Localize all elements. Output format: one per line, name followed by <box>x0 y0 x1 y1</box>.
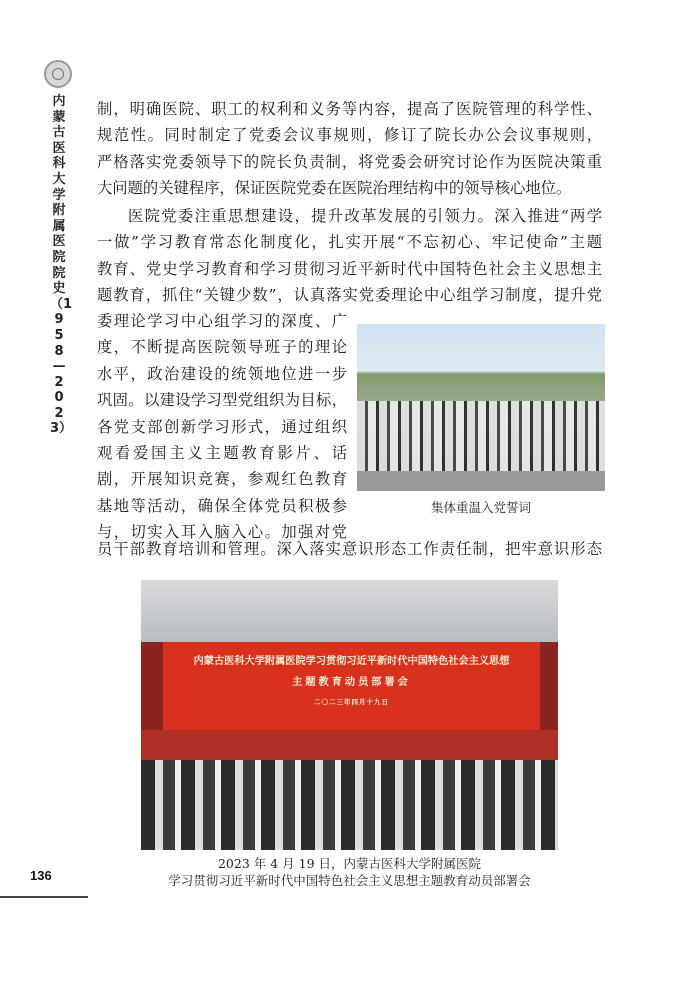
oath-photo-caption: 集体重温入党誓词 <box>430 500 531 515</box>
text-line: 一做”学习教育常态化制度化，扎实开展“不忘初心、牢记使命”主题 <box>97 233 602 252</box>
paragraph-ideology-tail <box>97 536 602 562</box>
text-line: 教育、党史学习教育和学习贯彻习近平新时代中国特色社会主义思想主 <box>97 259 602 278</box>
text-line: 与，切实入耳入脑入心。加强对党 <box>97 523 347 542</box>
text-line: 水平，政治建设的统领地位进一步 <box>97 364 347 383</box>
text-line: 观看爱国主义主题教育影片、话 <box>97 444 347 463</box>
banner-date: 二〇二三年四月十九日 <box>314 698 389 706</box>
text-line: 制，明确医院、职工的权利和义务等内容，提高了医院管理的科学性、 <box>97 100 602 118</box>
running-head-book-title: 内蒙古医科大学附属医院院史（1958—2023） <box>50 94 73 437</box>
paragraph-ideology <box>97 203 602 308</box>
photo-stage <box>141 730 558 760</box>
text-line: 规范性。同时制定了党委会议事规则，修订了院长办公会议事规则， <box>97 126 602 145</box>
text-line: 度，不断提高医院领导班子的理论 <box>97 338 347 357</box>
text-line: 题教育，抓住“关键少数”，认真落实党委理论中心组学习制度，提升党 <box>97 285 602 304</box>
banner-line-2: 主题教育动员部署会 <box>292 677 411 688</box>
photo-crowd <box>357 401 605 471</box>
paragraph-governance <box>97 96 602 201</box>
oath-ceremony-photo <box>357 324 605 491</box>
university-emblem-icon <box>44 60 72 88</box>
text-line: 员干部教育培训和管理。深入落实意识形态工作责任制，把牢意识形态 <box>97 540 602 558</box>
photo-audience <box>141 760 558 850</box>
text-line: 各党支部创新学习形式，通过组织 <box>97 417 347 436</box>
page-number: 136 <box>30 868 52 883</box>
mobilization-meeting-photo <box>141 580 558 850</box>
text-line: 委理论学习中心组学习的深度、广 <box>97 312 347 330</box>
meeting-photo-caption <box>97 855 602 889</box>
photo-ground <box>357 471 605 491</box>
paragraph-ideology-wrapped <box>97 308 347 546</box>
text-line: 严格落实党委领导下的院长负责制，将党委会研究讨论作为医院决策重 <box>97 152 602 171</box>
text-line: 剧，开展知识竞赛，参观红色教育 <box>97 470 347 489</box>
banner-line-1: 内蒙古医科大学附属医院学习贯彻习近平新时代中国特色社会主义思想 <box>193 656 510 667</box>
text-line: 医院党委注重思想建设，提升改革发展的引领力。深入推进“两学 <box>128 207 602 225</box>
footer-rule <box>0 896 88 898</box>
text-line: 基地等活动，确保全体党员积极参 <box>97 496 347 515</box>
meeting-banner <box>163 642 540 730</box>
text-line: 大问题的关键程序，保证医院党委在医院治理结构中的领导核心地位。 <box>97 178 572 197</box>
caption-line-1: 2023 年 4 月 19 日，内蒙古医科大学附属医院 <box>217 856 482 871</box>
text-line: 巩固。以建设学习型党组织为目标， <box>97 391 347 410</box>
photo-ceiling <box>141 580 558 642</box>
caption-line-2: 学习贯彻习近平新时代中国特色社会主义思想主题教育动员部署会 <box>168 873 531 888</box>
